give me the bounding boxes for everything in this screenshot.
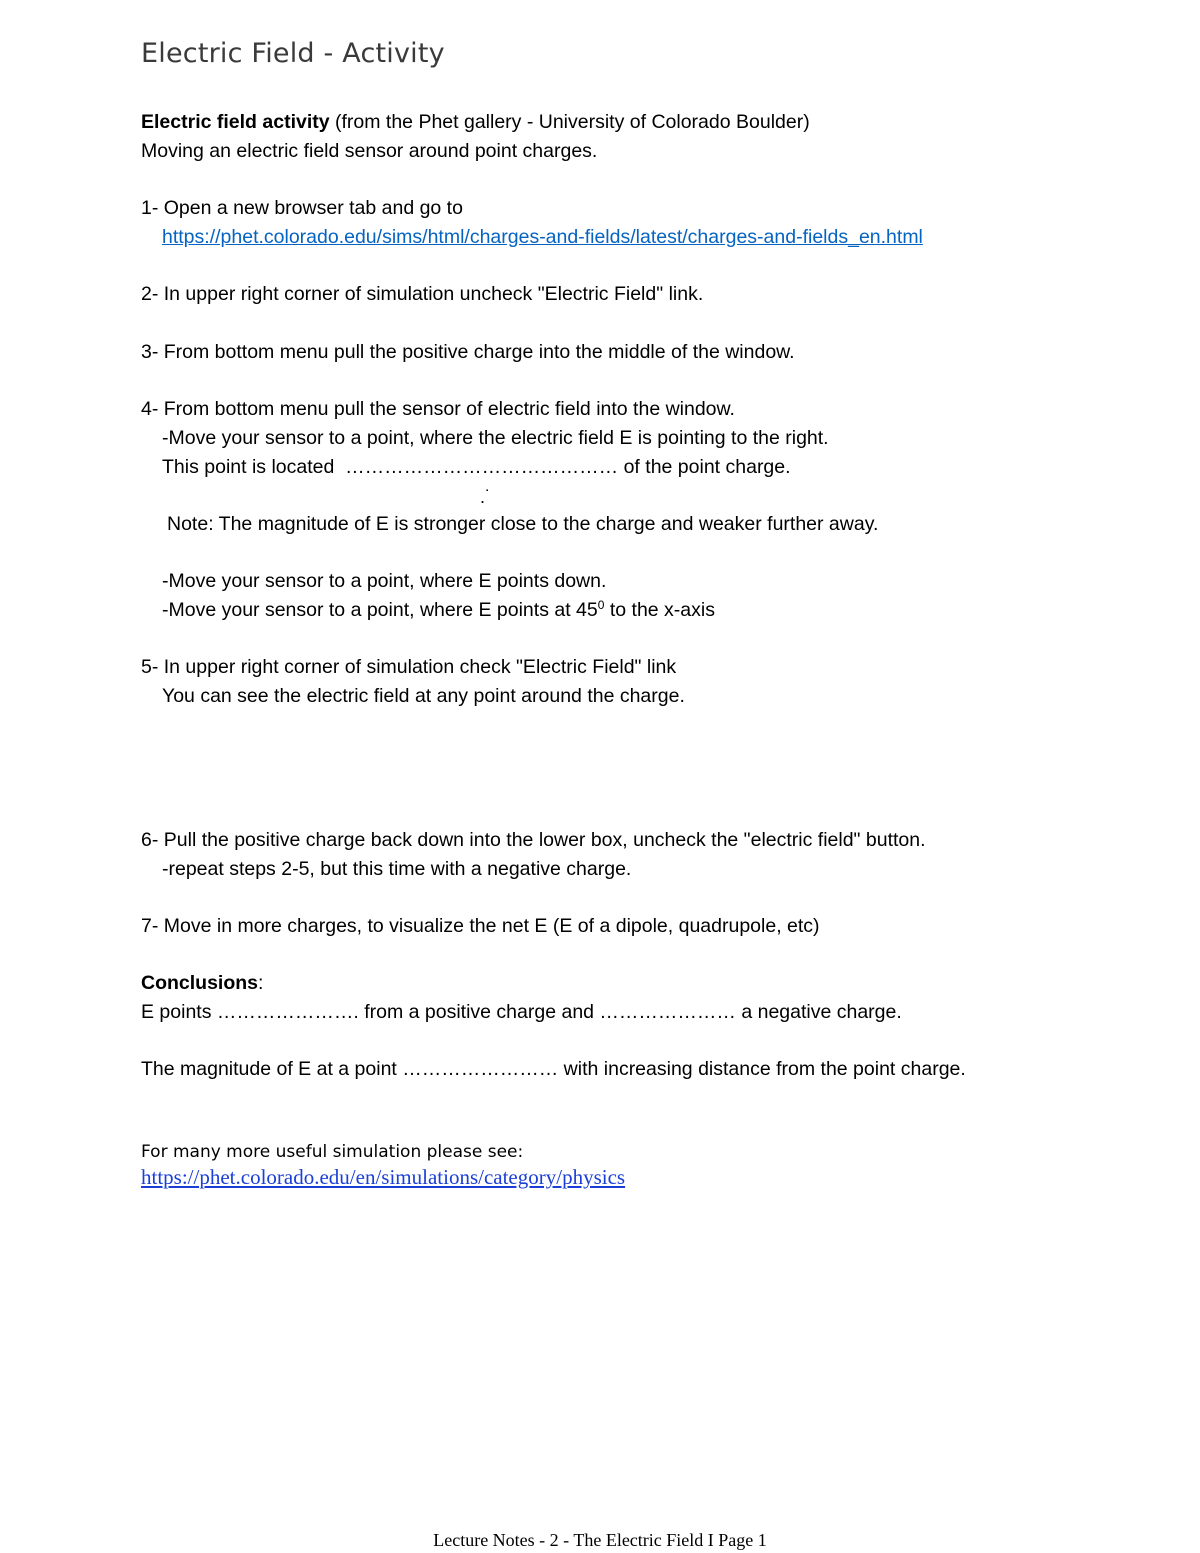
page-title: Electric Field - Activity xyxy=(141,38,445,69)
intro-line xyxy=(141,110,810,134)
step-1-link[interactable] xyxy=(162,225,923,249)
step-5-a: You can see the electric field at any point around the charge. xyxy=(162,685,685,707)
step-6-text: 6- Pull the positive charge back down into the lower box, uncheck the "electric field" button. xyxy=(141,829,926,851)
step-4-d xyxy=(162,598,715,622)
step-4-note: Note: The magnitude of E is stronger close to the charge and weaker further away. xyxy=(167,513,879,535)
intro-bold-label: Electric field activity xyxy=(141,111,330,133)
step-6-a: -repeat steps 2-5, but this time with a negative charge. xyxy=(162,858,632,880)
conclusions-colon: : xyxy=(258,972,264,994)
physics-sims-link[interactable]: https://phet.colorado.edu/en/simulations/category/physics xyxy=(141,1165,626,1189)
stray-mark: .˙ xyxy=(480,487,491,507)
step-4-d-pre: -Move your sensor to a point, where E points at 45 xyxy=(162,599,598,621)
degree-superscript: 0 xyxy=(597,598,605,612)
step-7-text: 7- Move in more charges, to visualize the net E (E of a dipole, quadrupole, etc) xyxy=(141,915,820,937)
step-4-b: This point is located …………………………………… of the point charge. xyxy=(162,456,791,478)
step-4-text: 4- From bottom menu pull the sensor of electric field into the window. xyxy=(141,398,735,420)
more-label: For many more useful simulation please see: xyxy=(141,1142,524,1162)
step-4-c: -Move your sensor to a point, where E points down. xyxy=(162,570,607,592)
step-1-text: 1- Open a new browser tab and go to xyxy=(141,197,463,219)
step-2-text: 2- In upper right corner of simulation uncheck "Electric Field" link. xyxy=(141,283,704,305)
conclusion-line-1: E points …………………. from a positive charge and ………………… a negative charge. xyxy=(141,1001,902,1023)
intro-source: (from the Phet gallery - University of Colorado Boulder) xyxy=(329,111,810,133)
more-link-line[interactable] xyxy=(141,1165,625,1190)
step-4-a: -Move your sensor to a point, where the electric field E is pointing to the right. xyxy=(162,427,829,449)
step-5-text: 5- In upper right corner of simulation check "Electric Field" link xyxy=(141,656,677,678)
intro-subtitle: Moving an electric field sensor around point charges. xyxy=(141,140,598,162)
conclusions-heading xyxy=(141,971,263,995)
step-4-d-post: to the x-axis xyxy=(604,599,715,621)
sim-link[interactable]: https://phet.colorado.edu/sims/html/charges-and-fields/latest/charges-and-fields_en.html xyxy=(162,226,923,248)
conclusions-label: Conclusions xyxy=(141,972,259,994)
page-footer: Lecture Notes - 2 - The Electric Field I Page 1 xyxy=(433,1530,767,1550)
conclusion-line-2: The magnitude of E at a point …………………… with increasing distance from the point charge. xyxy=(141,1058,966,1080)
step-3-text: 3- From bottom menu pull the positive charge into the middle of the window. xyxy=(141,341,795,363)
